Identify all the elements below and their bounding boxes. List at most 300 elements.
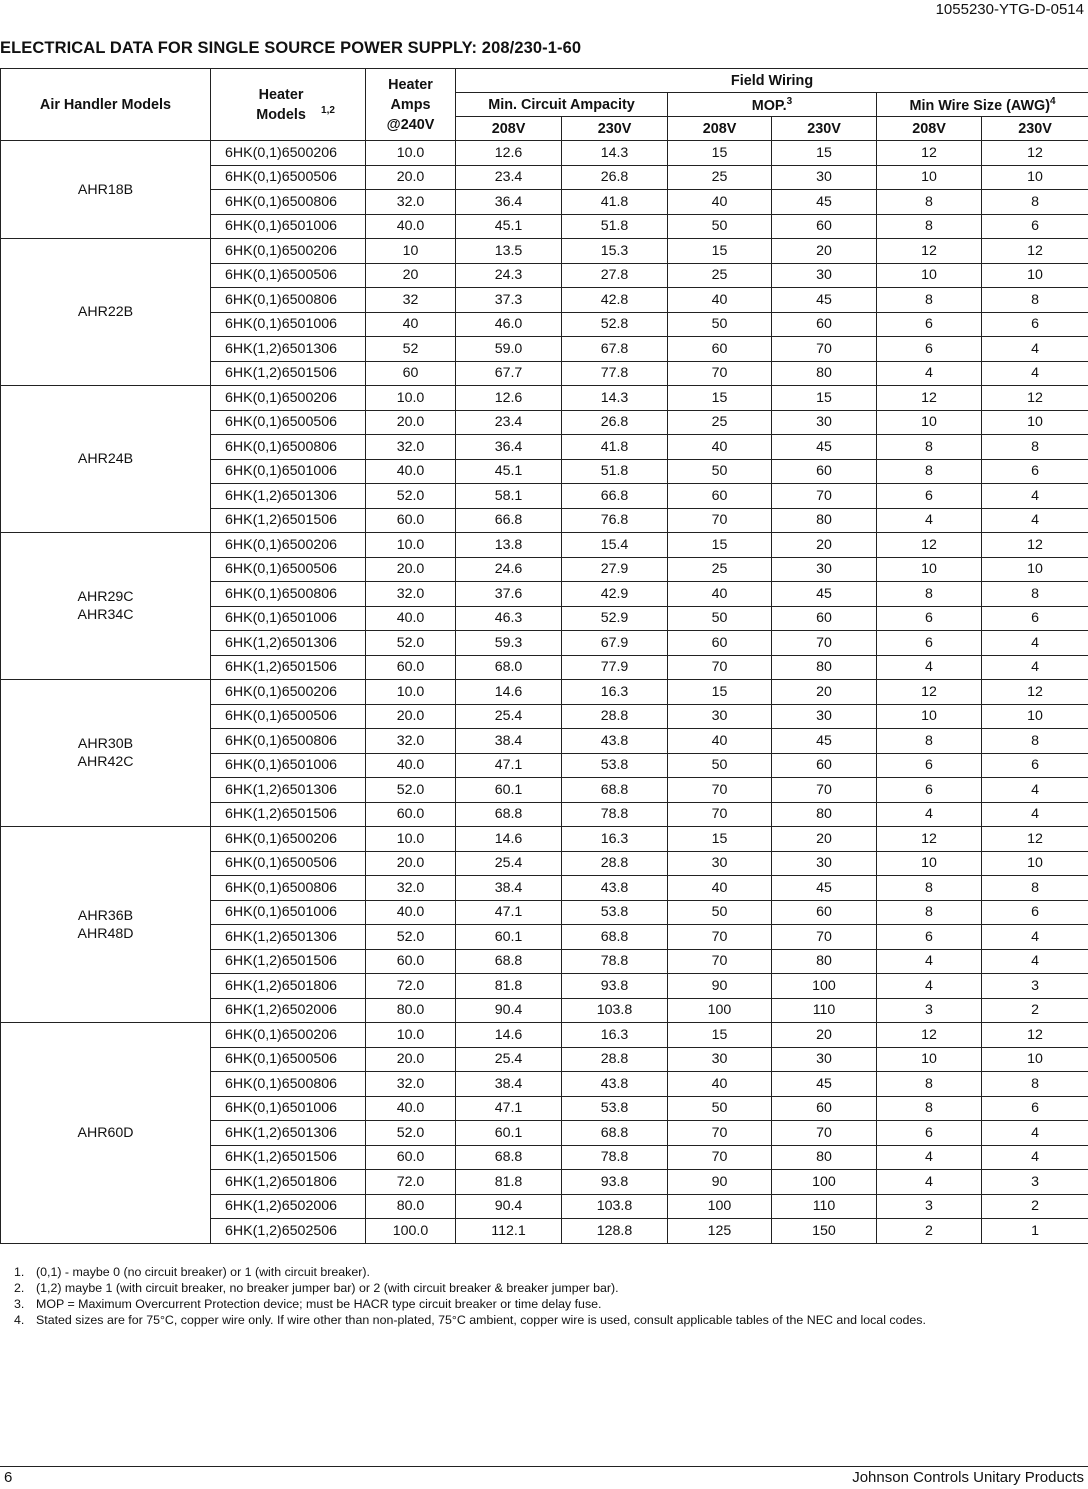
footer-divider <box>0 1466 1088 1467</box>
mop-208v-cell: 70 <box>668 1145 772 1170</box>
wire-230v-cell: 4 <box>982 949 1088 974</box>
mop-208v-cell: 50 <box>668 753 772 778</box>
heater-amps-cell: 32.0 <box>366 582 456 607</box>
mop-230v-cell: 15 <box>772 386 877 411</box>
wire-208v-cell: 4 <box>877 949 982 974</box>
heater-amps-cell: 10.0 <box>366 1023 456 1048</box>
heater-model-cell: 6HK(1,2)6501806 <box>211 1170 366 1195</box>
mop-230v-cell: 60 <box>772 753 877 778</box>
mop-208v-cell: 90 <box>668 1170 772 1195</box>
heater-amps-cell: 52.0 <box>366 925 456 950</box>
header-heater-amps-label: Heater Amps @240V <box>386 76 435 133</box>
wire-208v-cell: 10 <box>877 263 982 288</box>
mop-230v-cell: 20 <box>772 533 877 558</box>
heater-amps-cell: 32.0 <box>366 435 456 460</box>
heater-amps-cell: 52 <box>366 337 456 362</box>
heater-model-cell: 6HK(0,1)6500806 <box>211 435 366 460</box>
mop-208v-cell: 15 <box>668 239 772 264</box>
footnotes <box>14 1264 926 1328</box>
wire-208v-cell: 10 <box>877 1047 982 1072</box>
wire-208v-cell: 4 <box>877 508 982 533</box>
mop-230v-cell: 60 <box>772 1096 877 1121</box>
heater-amps-cell: 32.0 <box>366 729 456 754</box>
heater-amps-cell: 40.0 <box>366 900 456 925</box>
wire-230v-cell: 12 <box>982 141 1088 166</box>
header-mca-208v: 208V <box>456 117 562 141</box>
mop-208v-cell: 30 <box>668 704 772 729</box>
mca-208v-cell: 81.8 <box>456 1170 562 1195</box>
wire-208v-cell: 12 <box>877 141 982 166</box>
wire-230v-cell: 4 <box>982 1121 1088 1146</box>
mca-208v-cell: 81.8 <box>456 974 562 999</box>
wire-230v-cell: 4 <box>982 1145 1088 1170</box>
mca-208v-cell: 47.1 <box>456 900 562 925</box>
wire-208v-cell: 8 <box>877 729 982 754</box>
mop-208v-cell: 70 <box>668 655 772 680</box>
mca-208v-cell: 47.1 <box>456 1096 562 1121</box>
wire-230v-cell: 6 <box>982 312 1088 337</box>
footnote-item <box>14 1296 926 1312</box>
heater-amps-cell: 60.0 <box>366 949 456 974</box>
air-handler-model-cell: AHR30B AHR42C <box>1 680 211 827</box>
air-handler-model-cell: AHR24B <box>1 386 211 533</box>
mca-230v-cell: 27.9 <box>562 557 668 582</box>
wire-230v-cell: 10 <box>982 557 1088 582</box>
heater-model-cell: 6HK(0,1)6500506 <box>211 410 366 435</box>
mop-208v-cell: 90 <box>668 974 772 999</box>
mop-208v-cell: 125 <box>668 1219 772 1244</box>
heater-model-cell: 6HK(1,2)6502006 <box>211 1194 366 1219</box>
heater-model-cell: 6HK(0,1)6500806 <box>211 876 366 901</box>
air-handler-model-cell: AHR22B <box>1 239 211 386</box>
wire-208v-cell: 2 <box>877 1219 982 1244</box>
wire-230v-cell: 10 <box>982 704 1088 729</box>
mop-230v-cell: 70 <box>772 778 877 803</box>
heater-amps-cell: 52.0 <box>366 631 456 656</box>
heater-amps-cell: 10.0 <box>366 533 456 558</box>
mca-230v-cell: 128.8 <box>562 1219 668 1244</box>
wire-208v-cell: 8 <box>877 1096 982 1121</box>
heater-model-cell: 6HK(0,1)6500506 <box>211 704 366 729</box>
mop-208v-cell: 70 <box>668 802 772 827</box>
mop-230v-cell: 60 <box>772 459 877 484</box>
header-mop-footnote: 3 <box>786 95 793 107</box>
mop-230v-cell: 30 <box>772 557 877 582</box>
wire-230v-cell: 4 <box>982 484 1088 509</box>
heater-model-cell: 6HK(0,1)6501006 <box>211 606 366 631</box>
mca-208v-cell: 90.4 <box>456 998 562 1023</box>
mca-208v-cell: 23.4 <box>456 165 562 190</box>
mca-230v-cell: 77.9 <box>562 655 668 680</box>
wire-208v-cell: 4 <box>877 1170 982 1195</box>
heater-amps-cell: 10.0 <box>366 386 456 411</box>
wire-230v-cell: 6 <box>982 606 1088 631</box>
heater-model-cell: 6HK(0,1)6500206 <box>211 827 366 852</box>
heater-amps-cell: 52.0 <box>366 778 456 803</box>
footnote-text: MOP = Maximum Overcurrent Protection device; must be HACR type circuit breaker or time delay fuse. <box>36 1297 602 1311</box>
footnote-item <box>14 1280 926 1296</box>
mop-208v-cell: 70 <box>668 1121 772 1146</box>
heater-model-cell: 6HK(1,2)6501306 <box>211 337 366 362</box>
wire-208v-cell: 4 <box>877 361 982 386</box>
mop-230v-cell: 45 <box>772 729 877 754</box>
mop-208v-cell: 30 <box>668 1047 772 1072</box>
mca-230v-cell: 43.8 <box>562 729 668 754</box>
mop-208v-cell: 70 <box>668 361 772 386</box>
heater-amps-cell: 40 <box>366 312 456 337</box>
wire-208v-cell: 6 <box>877 778 982 803</box>
mop-208v-cell: 15 <box>668 1023 772 1048</box>
mca-208v-cell: 60.1 <box>456 778 562 803</box>
mop-208v-cell: 15 <box>668 680 772 705</box>
mca-208v-cell: 66.8 <box>456 508 562 533</box>
heater-model-cell: 6HK(1,2)6501306 <box>211 484 366 509</box>
heater-amps-cell: 32.0 <box>366 1072 456 1097</box>
mop-230v-cell: 110 <box>772 1194 877 1219</box>
mca-208v-cell: 59.0 <box>456 337 562 362</box>
mca-208v-cell: 23.4 <box>456 410 562 435</box>
mop-230v-cell: 80 <box>772 655 877 680</box>
mca-230v-cell: 28.8 <box>562 1047 668 1072</box>
heater-amps-cell: 40.0 <box>366 753 456 778</box>
mop-230v-cell: 30 <box>772 165 877 190</box>
heater-amps-cell: 20.0 <box>366 1047 456 1072</box>
mop-230v-cell: 45 <box>772 582 877 607</box>
wire-208v-cell: 10 <box>877 704 982 729</box>
wire-208v-cell: 12 <box>877 680 982 705</box>
mca-230v-cell: 78.8 <box>562 802 668 827</box>
mca-230v-cell: 16.3 <box>562 1023 668 1048</box>
mop-230v-cell: 45 <box>772 435 877 460</box>
mca-208v-cell: 68.8 <box>456 949 562 974</box>
table-row <box>1 1023 1088 1048</box>
header-mop-230v: 230V <box>772 117 877 141</box>
mop-208v-cell: 40 <box>668 876 772 901</box>
heater-amps-cell: 40.0 <box>366 214 456 239</box>
mop-230v-cell: 20 <box>772 827 877 852</box>
heater-model-cell: 6HK(1,2)6501506 <box>211 508 366 533</box>
heater-model-cell: 6HK(1,2)6502006 <box>211 998 366 1023</box>
heater-model-cell: 6HK(0,1)6500806 <box>211 288 366 313</box>
heater-model-cell: 6HK(0,1)6500806 <box>211 190 366 215</box>
wire-230v-cell: 2 <box>982 998 1088 1023</box>
heater-model-cell: 6HK(0,1)6500206 <box>211 680 366 705</box>
mop-230v-cell: 30 <box>772 410 877 435</box>
heater-amps-cell: 52.0 <box>366 484 456 509</box>
heater-model-cell: 6HK(0,1)6501006 <box>211 900 366 925</box>
wire-208v-cell: 8 <box>877 582 982 607</box>
mop-208v-cell: 70 <box>668 778 772 803</box>
mca-208v-cell: 24.3 <box>456 263 562 288</box>
mop-230v-cell: 80 <box>772 949 877 974</box>
heater-amps-cell: 60.0 <box>366 1145 456 1170</box>
heater-model-cell: 6HK(1,2)6501306 <box>211 631 366 656</box>
mca-230v-cell: 27.8 <box>562 263 668 288</box>
company-name: Johnson Controls Unitary Products <box>852 1469 1084 1486</box>
header-mop <box>668 93 877 117</box>
header-heater-models <box>211 69 366 141</box>
wire-230v-cell: 3 <box>982 974 1088 999</box>
wire-230v-cell: 6 <box>982 214 1088 239</box>
wire-230v-cell: 4 <box>982 655 1088 680</box>
wire-208v-cell: 10 <box>877 557 982 582</box>
mop-230v-cell: 60 <box>772 606 877 631</box>
mop-230v-cell: 80 <box>772 361 877 386</box>
heater-model-cell: 6HK(0,1)6501006 <box>211 753 366 778</box>
mca-208v-cell: 60.1 <box>456 925 562 950</box>
heater-amps-cell: 60 <box>366 361 456 386</box>
mca-230v-cell: 41.8 <box>562 190 668 215</box>
wire-230v-cell: 12 <box>982 1023 1088 1048</box>
mca-208v-cell: 37.6 <box>456 582 562 607</box>
header-heater-models-label: Heater Models <box>256 86 306 123</box>
heater-model-cell: 6HK(1,2)6501506 <box>211 802 366 827</box>
wire-208v-cell: 6 <box>877 484 982 509</box>
mop-208v-cell: 50 <box>668 312 772 337</box>
header-min-wire-size <box>877 93 1088 117</box>
mop-208v-cell: 100 <box>668 1194 772 1219</box>
air-handler-model-cell: AHR60D <box>1 1023 211 1244</box>
header-heater-amps <box>366 69 456 141</box>
wire-230v-cell: 4 <box>982 802 1088 827</box>
mca-230v-cell: 78.8 <box>562 949 668 974</box>
mca-208v-cell: 25.4 <box>456 704 562 729</box>
wire-208v-cell: 6 <box>877 925 982 950</box>
mop-230v-cell: 20 <box>772 1023 877 1048</box>
mop-230v-cell: 100 <box>772 974 877 999</box>
page-title: ELECTRICAL DATA FOR SINGLE SOURCE POWER SUPPLY: 208/230-1-60 <box>0 39 582 57</box>
mop-208v-cell: 25 <box>668 263 772 288</box>
mop-208v-cell: 25 <box>668 557 772 582</box>
heater-model-cell: 6HK(0,1)6500506 <box>211 165 366 190</box>
mca-208v-cell: 68.0 <box>456 655 562 680</box>
wire-208v-cell: 4 <box>877 802 982 827</box>
heater-model-cell: 6HK(1,2)6501506 <box>211 949 366 974</box>
mop-230v-cell: 70 <box>772 925 877 950</box>
mca-208v-cell: 58.1 <box>456 484 562 509</box>
mop-208v-cell: 60 <box>668 631 772 656</box>
mca-230v-cell: 53.8 <box>562 900 668 925</box>
mop-230v-cell: 110 <box>772 998 877 1023</box>
mca-230v-cell: 15.4 <box>562 533 668 558</box>
wire-208v-cell: 8 <box>877 435 982 460</box>
mca-230v-cell: 43.8 <box>562 876 668 901</box>
mca-230v-cell: 66.8 <box>562 484 668 509</box>
heater-model-cell: 6HK(1,2)6501506 <box>211 1145 366 1170</box>
wire-208v-cell: 10 <box>877 165 982 190</box>
mca-208v-cell: 45.1 <box>456 459 562 484</box>
mop-208v-cell: 15 <box>668 827 772 852</box>
mop-230v-cell: 30 <box>772 851 877 876</box>
heater-model-cell: 6HK(0,1)6500506 <box>211 263 366 288</box>
document-id: 1055230-YTG-D-0514 <box>935 1 1084 18</box>
mop-230v-cell: 45 <box>772 288 877 313</box>
heater-amps-cell: 20.0 <box>366 704 456 729</box>
heater-amps-cell: 32.0 <box>366 876 456 901</box>
wire-208v-cell: 6 <box>877 312 982 337</box>
mca-208v-cell: 12.6 <box>456 141 562 166</box>
mca-208v-cell: 60.1 <box>456 1121 562 1146</box>
mca-208v-cell: 24.6 <box>456 557 562 582</box>
mop-208v-cell: 60 <box>668 484 772 509</box>
wire-208v-cell: 8 <box>877 1072 982 1097</box>
mca-230v-cell: 52.9 <box>562 606 668 631</box>
wire-230v-cell: 8 <box>982 1072 1088 1097</box>
heater-model-cell: 6HK(0,1)6501006 <box>211 214 366 239</box>
wire-208v-cell: 3 <box>877 998 982 1023</box>
mca-208v-cell: 36.4 <box>456 435 562 460</box>
footnote-text: (1,2) maybe 1 (with circuit breaker, no breaker jumper bar) or 2 (with circuit breaker & breaker jumper bar). <box>36 1281 619 1295</box>
mca-208v-cell: 13.8 <box>456 533 562 558</box>
mop-208v-cell: 25 <box>668 410 772 435</box>
wire-208v-cell: 12 <box>877 1023 982 1048</box>
mop-230v-cell: 45 <box>772 190 877 215</box>
mop-208v-cell: 70 <box>668 508 772 533</box>
wire-230v-cell: 12 <box>982 239 1088 264</box>
wire-230v-cell: 1 <box>982 1219 1088 1244</box>
mca-208v-cell: 25.4 <box>456 851 562 876</box>
wire-230v-cell: 10 <box>982 263 1088 288</box>
footnote-text: (0,1) - maybe 0 (no circuit breaker) or 1 (with circuit breaker). <box>36 1265 370 1279</box>
mca-208v-cell: 14.6 <box>456 827 562 852</box>
wire-208v-cell: 4 <box>877 655 982 680</box>
mca-208v-cell: 47.1 <box>456 753 562 778</box>
mca-230v-cell: 53.8 <box>562 753 668 778</box>
mca-230v-cell: 103.8 <box>562 998 668 1023</box>
heater-amps-cell: 40.0 <box>366 1096 456 1121</box>
wire-230v-cell: 2 <box>982 1194 1088 1219</box>
wire-230v-cell: 4 <box>982 508 1088 533</box>
heater-model-cell: 6HK(1,2)6501306 <box>211 1121 366 1146</box>
wire-208v-cell: 6 <box>877 337 982 362</box>
mca-230v-cell: 14.3 <box>562 386 668 411</box>
mop-230v-cell: 60 <box>772 312 877 337</box>
footnote-item <box>14 1264 926 1280</box>
heater-amps-cell: 80.0 <box>366 998 456 1023</box>
table-row <box>1 827 1088 852</box>
air-handler-model-cell: AHR18B <box>1 141 211 239</box>
wire-230v-cell: 3 <box>982 1170 1088 1195</box>
wire-230v-cell: 10 <box>982 165 1088 190</box>
mca-230v-cell: 14.3 <box>562 141 668 166</box>
mca-230v-cell: 68.8 <box>562 778 668 803</box>
mca-230v-cell: 51.8 <box>562 459 668 484</box>
mca-208v-cell: 25.4 <box>456 1047 562 1072</box>
wire-230v-cell: 12 <box>982 827 1088 852</box>
mop-208v-cell: 50 <box>668 459 772 484</box>
mca-230v-cell: 26.8 <box>562 410 668 435</box>
wire-208v-cell: 6 <box>877 753 982 778</box>
heater-amps-cell: 20.0 <box>366 851 456 876</box>
heater-amps-cell: 72.0 <box>366 974 456 999</box>
header-air-handler-models: Air Handler Models <box>1 69 211 141</box>
heater-model-cell: 6HK(1,2)6501306 <box>211 925 366 950</box>
mca-230v-cell: 15.3 <box>562 239 668 264</box>
header-heater-models-footnote: 1,2 <box>321 104 335 116</box>
mop-208v-cell: 25 <box>668 165 772 190</box>
mop-208v-cell: 50 <box>668 900 772 925</box>
mop-230v-cell: 30 <box>772 1047 877 1072</box>
mop-208v-cell: 60 <box>668 337 772 362</box>
header-mca-230v: 230V <box>562 117 668 141</box>
wire-230v-cell: 6 <box>982 753 1088 778</box>
wire-230v-cell: 6 <box>982 1096 1088 1121</box>
mca-208v-cell: 67.7 <box>456 361 562 386</box>
air-handler-model-cell: AHR29C AHR34C <box>1 533 211 680</box>
mca-230v-cell: 28.8 <box>562 704 668 729</box>
heater-amps-cell: 10.0 <box>366 141 456 166</box>
footnote-text: Stated sizes are for 75°C, copper wire only. If wire other than non-plated, 75°C ambient, copper wire is used, consult applicable tables of the NEC and local codes. <box>36 1313 926 1327</box>
mca-230v-cell: 78.8 <box>562 1145 668 1170</box>
wire-230v-cell: 4 <box>982 631 1088 656</box>
mop-230v-cell: 20 <box>772 680 877 705</box>
mop-230v-cell: 20 <box>772 239 877 264</box>
wire-208v-cell: 8 <box>877 190 982 215</box>
heater-amps-cell: 40.0 <box>366 459 456 484</box>
header-wire-208v: 208V <box>877 117 982 141</box>
mca-230v-cell: 103.8 <box>562 1194 668 1219</box>
mca-230v-cell: 68.8 <box>562 925 668 950</box>
heater-amps-cell: 20.0 <box>366 557 456 582</box>
wire-208v-cell: 12 <box>877 239 982 264</box>
mca-230v-cell: 53.8 <box>562 1096 668 1121</box>
mop-208v-cell: 15 <box>668 141 772 166</box>
wire-208v-cell: 8 <box>877 288 982 313</box>
mca-208v-cell: 12.6 <box>456 386 562 411</box>
mca-230v-cell: 93.8 <box>562 974 668 999</box>
wire-230v-cell: 10 <box>982 851 1088 876</box>
mca-208v-cell: 37.3 <box>456 288 562 313</box>
mca-230v-cell: 28.8 <box>562 851 668 876</box>
mca-230v-cell: 77.8 <box>562 361 668 386</box>
mca-208v-cell: 68.8 <box>456 1145 562 1170</box>
mop-208v-cell: 100 <box>668 998 772 1023</box>
wire-208v-cell: 6 <box>877 631 982 656</box>
heater-amps-cell: 60.0 <box>366 802 456 827</box>
mca-230v-cell: 68.8 <box>562 1121 668 1146</box>
mca-230v-cell: 42.8 <box>562 288 668 313</box>
wire-208v-cell: 12 <box>877 386 982 411</box>
mca-230v-cell: 42.9 <box>562 582 668 607</box>
header-min-wire-footnote: 4 <box>1050 95 1056 107</box>
heater-amps-cell: 10.0 <box>366 680 456 705</box>
mop-208v-cell: 15 <box>668 386 772 411</box>
wire-208v-cell: 8 <box>877 214 982 239</box>
wire-208v-cell: 8 <box>877 900 982 925</box>
mop-230v-cell: 150 <box>772 1219 877 1244</box>
mop-230v-cell: 15 <box>772 141 877 166</box>
header-min-circuit-ampacity: Min. Circuit Ampacity <box>456 93 668 117</box>
wire-230v-cell: 6 <box>982 459 1088 484</box>
heater-amps-cell: 52.0 <box>366 1121 456 1146</box>
mca-230v-cell: 16.3 <box>562 680 668 705</box>
heater-model-cell: 6HK(0,1)6501006 <box>211 312 366 337</box>
mop-230v-cell: 30 <box>772 263 877 288</box>
header-mop-208v: 208V <box>668 117 772 141</box>
wire-230v-cell: 4 <box>982 925 1088 950</box>
wire-208v-cell: 12 <box>877 533 982 558</box>
page-number: 6 <box>4 1469 13 1486</box>
mop-208v-cell: 50 <box>668 606 772 631</box>
header-min-wire-label: Min Wire Size (AWG) <box>909 97 1051 114</box>
heater-amps-cell: 60.0 <box>366 655 456 680</box>
heater-model-cell: 6HK(0,1)6500206 <box>211 1023 366 1048</box>
table-body <box>1 141 1088 1244</box>
heater-model-cell: 6HK(1,2)6501306 <box>211 778 366 803</box>
mop-208v-cell: 40 <box>668 1072 772 1097</box>
header-field-wiring: Field Wiring <box>456 69 1088 93</box>
heater-model-cell: 6HK(0,1)6500806 <box>211 582 366 607</box>
